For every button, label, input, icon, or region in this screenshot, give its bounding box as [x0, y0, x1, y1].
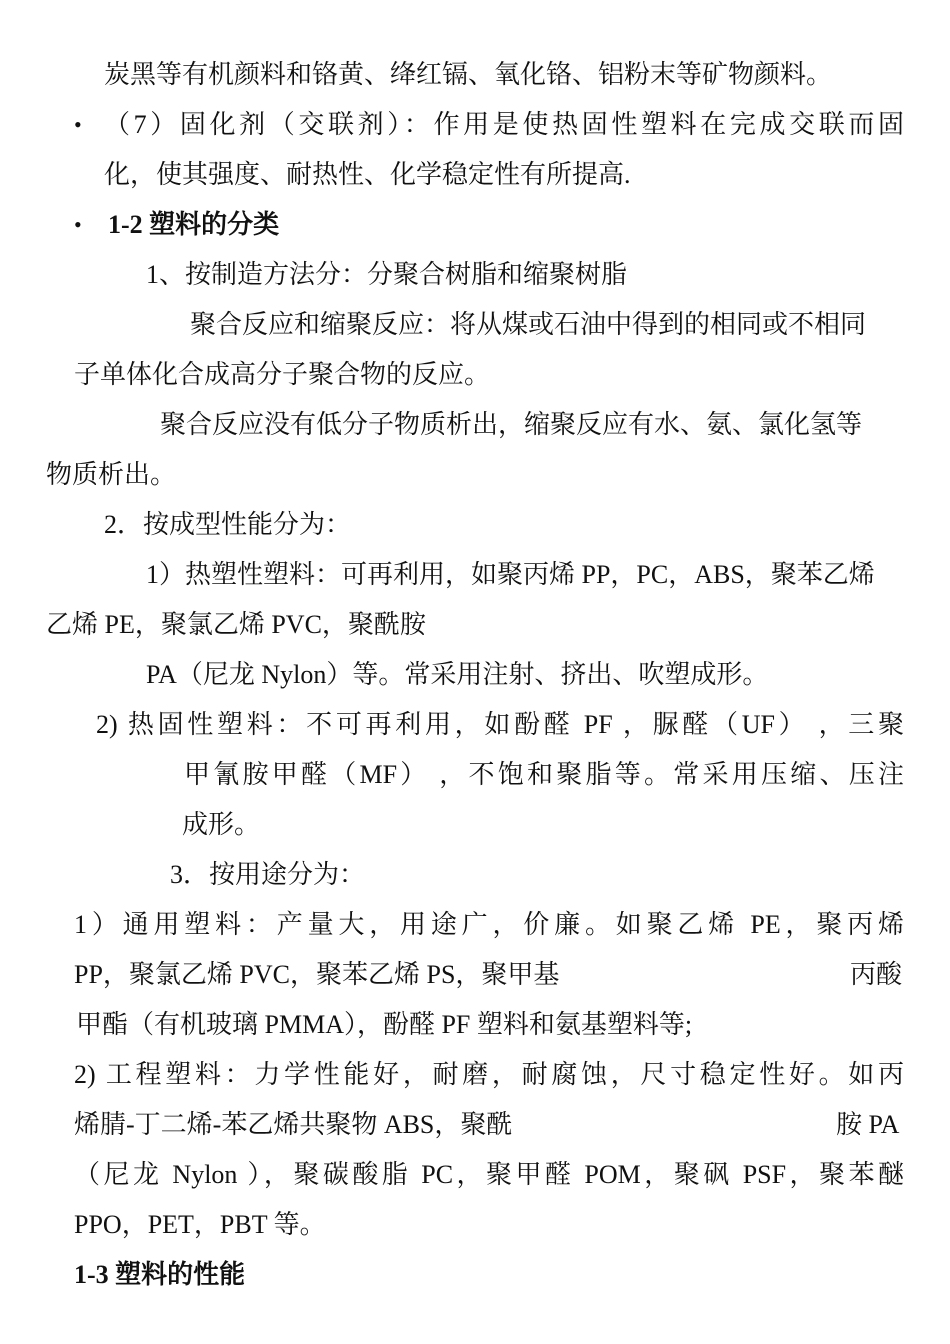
- text-line-engineering-plastics-cont-tail: 胺 PA: [836, 1110, 900, 1139]
- text-line-general-plastics-cont2: 甲酯（有机玻璃 PMMA），酚醛 PF 塑料和氨基塑料等;: [76, 1010, 693, 1039]
- text-line-reactions-cont: 子单体化合成高分子聚合物的反应。: [74, 360, 491, 389]
- text-line-engineering-plastics: 2) 工程塑料：力学性能好，耐磨，耐腐蚀，尺寸稳定性好。如丙: [74, 1060, 904, 1089]
- text-line-curing-agent: （7）固化剂（交联剂）：作用是使热固性塑料在完成交联而固: [104, 110, 904, 139]
- text-line-by-use: 3．按用途分为：: [170, 860, 366, 889]
- text-line-general-plastics-cont: PP，聚氯乙烯 PVC，聚苯乙烯 PS，聚甲基: [74, 960, 560, 989]
- text-line-general-plastics: 1）通用塑料：产量大，用途广，价廉。如聚乙烯 PE，聚丙烯: [74, 910, 904, 939]
- text-line-curing-agent-cont: 化，使其强度、耐热性、化学稳定性有所提高.: [104, 160, 631, 189]
- text-line-reactions: 聚合反应和缩聚反应：将从煤或石油中得到的相同或不相同: [190, 310, 867, 339]
- text-line-engineering-plastics-cont2: （尼龙 Nylon ），聚碳酸脂 PC，聚甲醛 POM，聚砜 PSF，聚苯醚: [74, 1160, 904, 1189]
- text-line-reaction-byproducts-cont: 物质析出。: [46, 460, 177, 489]
- section-heading-properties: 1-3 塑料的性能: [74, 1260, 246, 1289]
- text-line-general-plastics-cont-tail: 丙酸: [850, 960, 903, 989]
- bullet-marker: •: [74, 112, 82, 137]
- text-line-thermoplastic-cont2: PA（尼龙 Nylon）等。常采用注射、挤出、吹塑成形。: [146, 660, 769, 689]
- text-line-by-manufacture: 1、按制造方法分：分聚合树脂和缩聚树脂: [146, 260, 628, 289]
- section-heading-classification: 1-2 塑料的分类: [108, 210, 280, 239]
- text-line-colorants: 炭黑等有机颜料和铬黄、绛红镉、氧化铬、铝粉末等矿物颜料。: [104, 60, 833, 89]
- text-line-reaction-byproducts: 聚合反应没有低分子物质析出，缩聚反应有水、氨、氯化氢等: [160, 410, 863, 439]
- text-line-engineering-plastics-cont3: PPO，PET，PBT 等。: [74, 1210, 326, 1239]
- text-line-thermoset-cont: 甲氰胺甲醛（MF） ，不饱和聚脂等。常采用压缩、压注: [184, 760, 904, 789]
- text-line-thermoplastic-cont: 乙烯 PE，聚氯乙烯 PVC，聚酰胺: [46, 610, 426, 639]
- text-line-thermoset: 2) 热固性塑料：不可再利用，如酚醛 PF ，脲醛（UF） ，三聚: [96, 710, 904, 739]
- text-line-by-molding: 2．按成型性能分为：: [104, 510, 352, 539]
- text-line-thermoset-cont2: 成形。: [182, 810, 261, 839]
- text-line-engineering-plastics-cont: 烯腈-丁二烯-苯乙烯共聚物 ABS，聚酰: [74, 1110, 513, 1139]
- text-line-thermoplastic: 1）热塑性塑料：可再利用，如聚丙烯 PP，PC，ABS，聚苯乙烯: [146, 560, 875, 589]
- bullet-marker: •: [74, 212, 82, 237]
